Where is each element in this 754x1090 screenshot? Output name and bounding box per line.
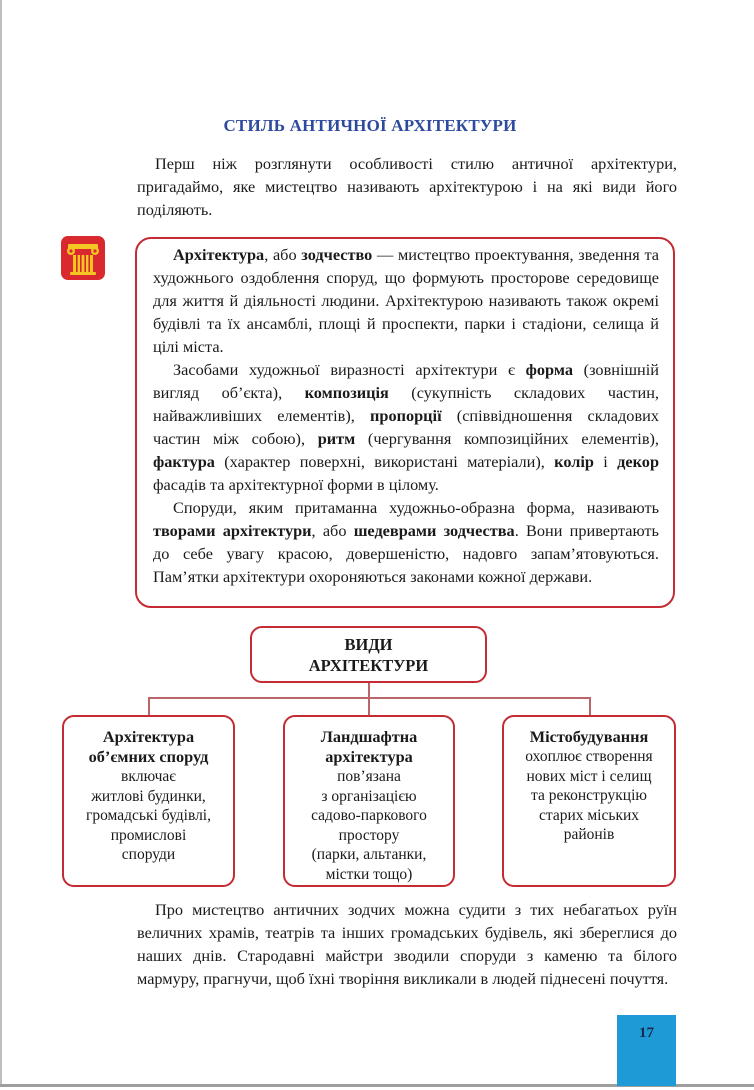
text-run: Засобами художньої виразності архітектури є — [173, 360, 526, 379]
term-decor: декор — [617, 452, 659, 471]
page-number-tab — [617, 1015, 676, 1086]
text-run: (чергування композиційних елементів), — [355, 429, 659, 448]
text-run: (зовнішній вигляд об’єкта), — [153, 360, 659, 402]
diagram-heading-line1: ВИДИ — [344, 634, 393, 654]
type-desc-line: з організацією — [321, 787, 417, 805]
type-desc-line: садово-паркового — [311, 807, 427, 824]
type-title: об’ємних споруд — [88, 747, 209, 766]
connector-vertical-main — [368, 683, 370, 698]
term-works-of-architecture: творами архітектури — [153, 521, 312, 540]
definition-box — [135, 237, 675, 608]
diagram-heading-box — [250, 626, 487, 683]
type-title: Архітектура — [102, 727, 195, 746]
type-desc-line: житлові будинки, — [91, 787, 206, 805]
type-desc-line: та реконструкцію — [531, 787, 647, 804]
text-run: — мистецтво проектування, зведення та художнього оздоблення споруд, що формують просторове середовище для життя й діяльності людини. Архітектурою називають також окремі будівлі та їх ансамблі, площі й проспекти, парки і стадіони, селища й цілі міста. — [153, 245, 659, 356]
text-run: , або — [311, 521, 354, 540]
type-desc-line: простору — [338, 826, 400, 844]
type-desc-line: громадські будівлі, — [86, 807, 211, 824]
term-composition: композиція — [304, 383, 389, 402]
text-run: (сукупність складових частин, найважливіших елементів), — [153, 383, 660, 425]
type-box-volumetric — [62, 715, 235, 887]
outro-paragraph: Про мистецтво античних зодчих можна судити з тих небагатьох руїн величних храмів, театрів та інших громадських будівель, які збереглися до наших днів. Стародавні майстри зводили споруди з каменю та білого мармуру, прагнучи, щоб їхні творіння викликали в людей піднесені почуття. — [137, 900, 677, 988]
type-desc-line: пов’язана — [337, 768, 401, 785]
type-desc-line: районів — [563, 826, 615, 843]
type-box-landscape — [283, 715, 455, 887]
text-run: і — [593, 452, 618, 471]
type-title: архітектура — [325, 747, 413, 766]
ionic-column-icon — [61, 236, 105, 280]
connector-left — [148, 697, 150, 716]
text-run: (характер поверхні, використані матеріали), — [214, 452, 555, 471]
type-desc-line: споруди — [121, 846, 176, 863]
connector-middle — [368, 697, 370, 716]
section-title: СТИЛЬ АНТИЧНОЇ АРХІТЕКТУРИ — [223, 116, 517, 135]
type-desc-line: (парки, альтанки, — [311, 846, 427, 863]
diagram-heading-line2: АРХІТЕКТУРИ — [308, 655, 429, 675]
term-form: форма — [525, 360, 573, 379]
term-masterpieces: шедеврами зодчества — [353, 521, 515, 540]
type-title: Ландшафтна — [320, 727, 418, 746]
term-architecture: Архітектура — [173, 245, 265, 264]
term-zodchestvo: зодчество — [301, 245, 373, 264]
type-desc-line: охоплює створення — [525, 748, 653, 765]
text-run: фасадів та архітектурної форми в цілому. — [153, 475, 439, 494]
type-desc-line: включає — [121, 768, 176, 785]
definition-paragraph-works — [153, 496, 659, 588]
type-desc-line: старих міських — [538, 806, 640, 824]
text-run: , або — [264, 245, 302, 264]
type-desc-line: промислові — [110, 826, 187, 844]
term-proportions: пропорції — [370, 406, 442, 425]
type-desc-line: нових міст і селищ — [526, 767, 652, 785]
type-box-urban-planning — [502, 715, 676, 887]
page-edge-left — [0, 0, 2, 1085]
term-texture: фактура — [153, 452, 215, 471]
definition-paragraph-means — [153, 358, 659, 496]
type-title: Містобудування — [529, 727, 649, 746]
text-run: (співвідношення складових частин між собою), — [153, 406, 659, 448]
text-run: Споруди, яким притаманна художньо-образна форма, називають — [173, 498, 659, 517]
type-desc-line: містки тощо) — [325, 865, 413, 883]
intro-paragraph: Перш ніж розглянути особливості стилю античної архітектури, пригадаймо, яке мистецтво називають архітектурою і на які види його поділяють. — [137, 154, 677, 219]
page-number: 17 — [639, 1025, 654, 1041]
term-rhythm: ритм — [317, 429, 356, 448]
definition-paragraph-architecture — [153, 243, 659, 358]
term-color: колір — [554, 452, 594, 471]
text-run: . Вони привертають до себе увагу красою, довершеністю, надовго запам’ятовуються. Пам’ятки архітектури охороняються законами кожної держави. — [153, 521, 659, 586]
connector-right — [589, 697, 591, 716]
